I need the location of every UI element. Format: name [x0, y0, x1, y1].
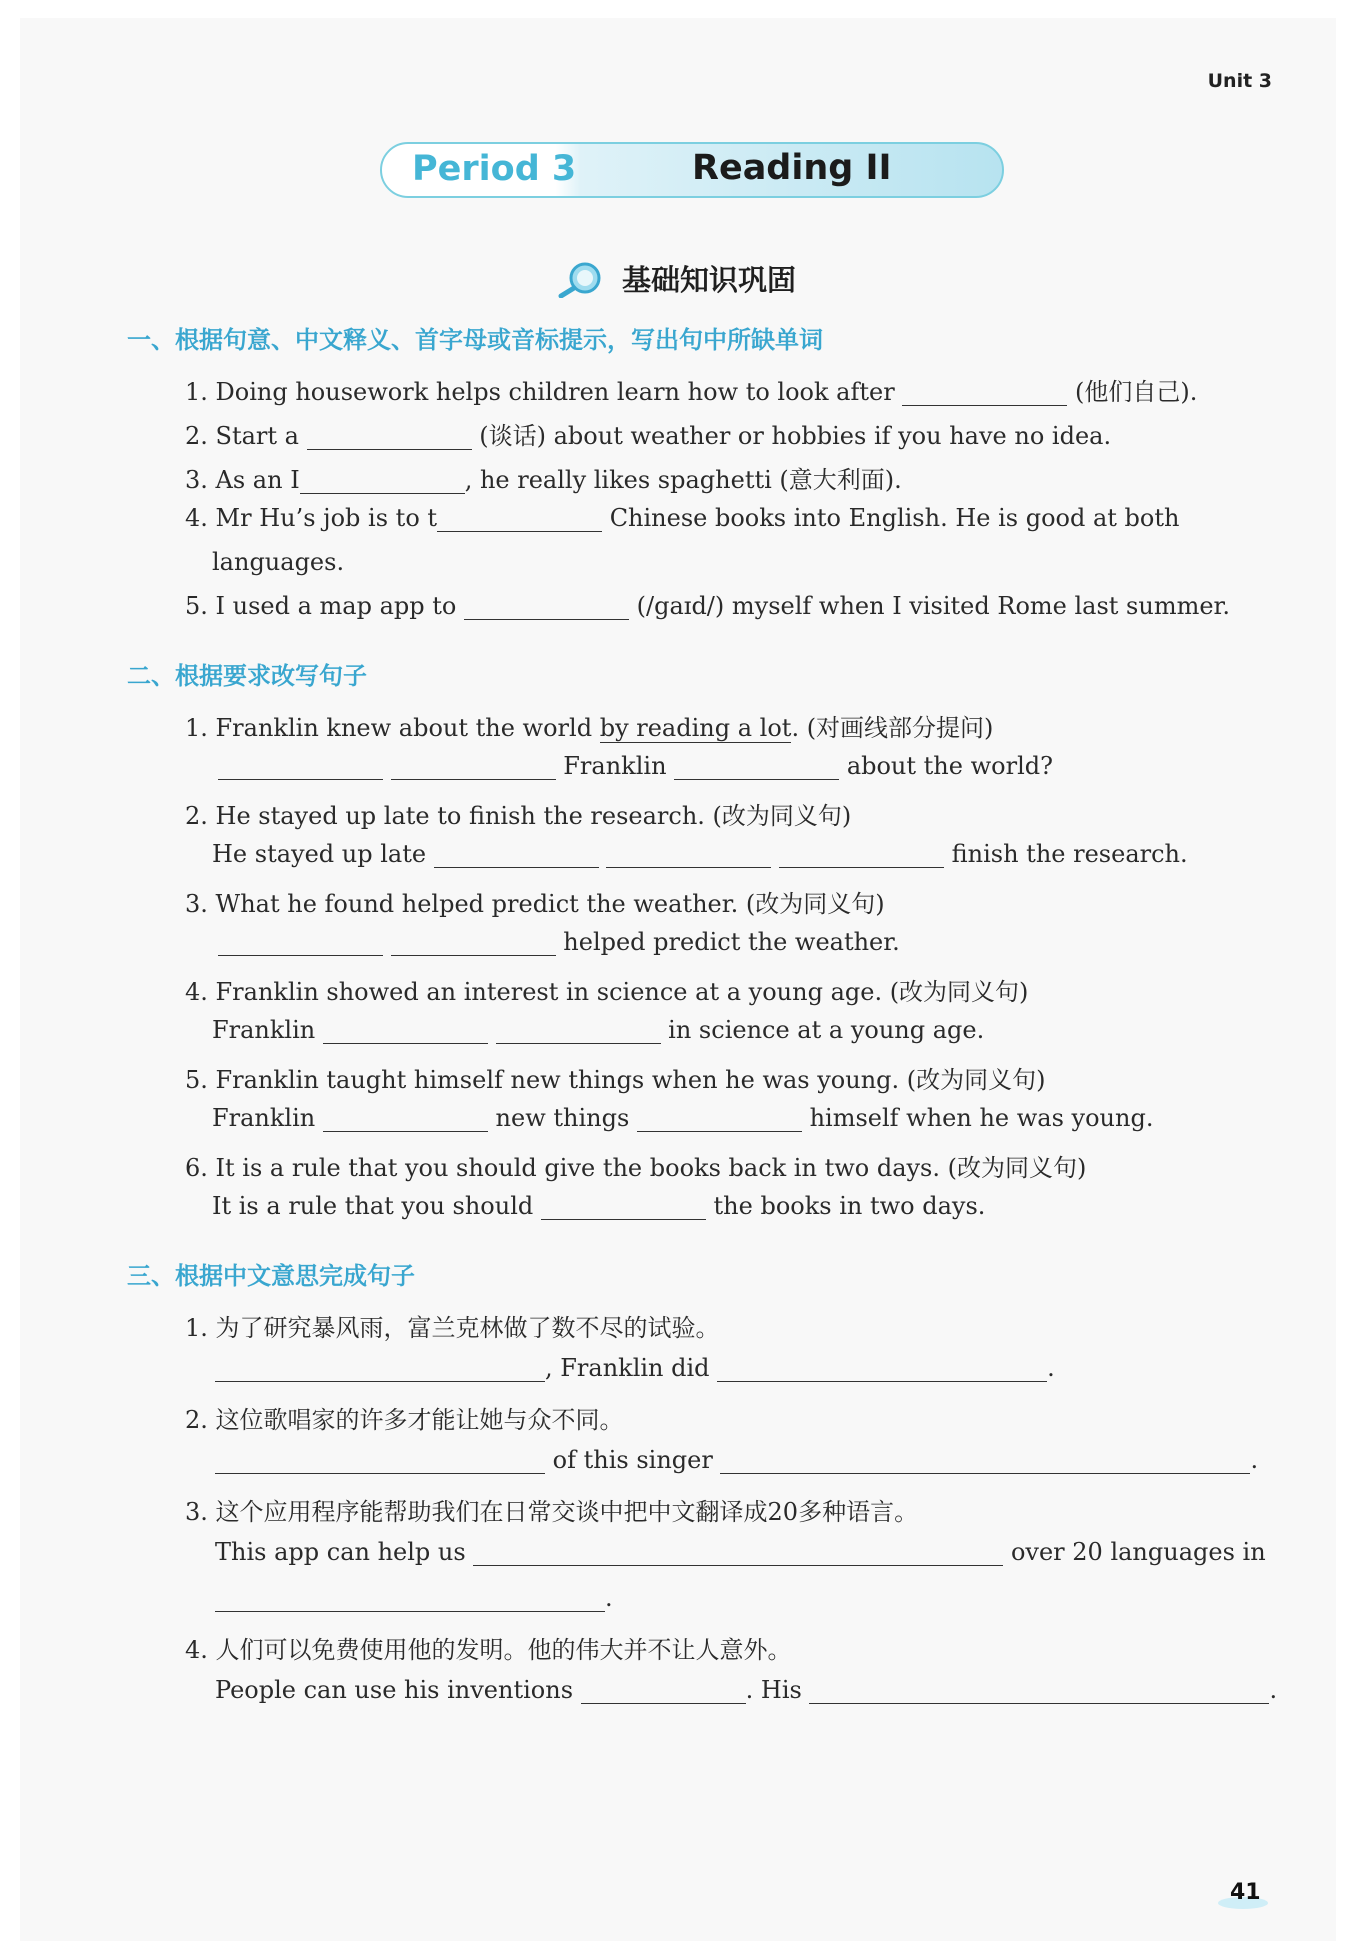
p2-q5-answer: Franklin new things himself when he was young.	[212, 1104, 1154, 1132]
answer-blank[interactable]	[674, 753, 839, 780]
answer-blank[interactable]	[434, 841, 599, 868]
period-banner	[380, 142, 1004, 198]
p3-q3: 3. 这个应用程序能帮助我们在日常交谈中把中文翻译成20多种语言。	[185, 1498, 919, 1526]
section-title: 基础知识巩固	[622, 263, 797, 297]
answer-blank[interactable]	[215, 1447, 545, 1474]
answer-blank[interactable]	[391, 929, 556, 956]
p3-q1: 1. 为了研究暴风雨，富兰克林做了数不尽的试验。	[185, 1314, 720, 1342]
answer-blank[interactable]	[323, 1017, 488, 1044]
p2-q1: 1. Franklin knew about the world by reading a lot. (对画线部分提问)	[185, 714, 994, 742]
answer-blank[interactable]	[391, 753, 556, 780]
unit-label: Unit 3	[1207, 70, 1272, 92]
answer-blank[interactable]	[581, 1677, 746, 1704]
magnifier-icon	[555, 258, 605, 298]
lesson-title: Reading II	[692, 148, 892, 188]
p2-q5: 5. Franklin taught himself new things when he was young. (改为同义句)	[185, 1066, 1046, 1094]
p1-q4-cont: languages.	[212, 548, 345, 576]
p3-q3-cont: .	[215, 1584, 613, 1612]
answer-blank[interactable]	[473, 1539, 1003, 1566]
answer-blank[interactable]	[717, 1355, 1047, 1382]
answer-blank[interactable]	[218, 753, 383, 780]
answer-blank[interactable]	[464, 593, 629, 620]
p3-q4-answer: People can use his inventions . His .	[215, 1676, 1278, 1704]
p1-q5: 5. I used a map app to (/gaɪd/) myself when I visited Rome last summer.	[185, 592, 1231, 620]
underlined-phrase: by reading a lot	[599, 714, 792, 742]
answer-blank[interactable]	[902, 379, 1067, 406]
answer-blank[interactable]	[437, 505, 602, 532]
p2-q2: 2. He stayed up late to finish the research. (改为同义句)	[185, 802, 852, 830]
answer-blank[interactable]	[307, 423, 472, 450]
p1-q4: 4. Mr Hu’s job is to t Chinese books into English. He is good at both	[185, 504, 1180, 532]
page-number: 41	[1230, 1880, 1261, 1905]
p2-q4: 4. Franklin showed an interest in science at a young age. (改为同义句)	[185, 978, 1029, 1006]
part1-heading: 一、根据句意、中文释义、首字母或音标提示，写出句中所缺单词	[127, 326, 823, 354]
p1-q3: 3. As an I , he really likes spaghetti (意大利面).	[185, 466, 902, 494]
answer-blank[interactable]	[606, 841, 771, 868]
answer-blank[interactable]	[215, 1355, 545, 1382]
answer-blank[interactable]	[720, 1447, 1250, 1474]
answer-blank[interactable]	[779, 841, 944, 868]
answer-blank[interactable]	[218, 929, 383, 956]
period-label: Period 3	[412, 149, 577, 189]
answer-blank[interactable]	[323, 1105, 488, 1132]
answer-blank[interactable]	[215, 1585, 605, 1612]
answer-blank[interactable]	[496, 1017, 661, 1044]
answer-blank[interactable]	[300, 467, 465, 494]
answer-blank[interactable]	[541, 1193, 706, 1220]
p2-q3: 3. What he found helped predict the weather. (改为同义句)	[185, 890, 885, 918]
p2-q3-answer: helped predict the weather.	[218, 928, 900, 956]
p3-q1-answer: , Franklin did .	[215, 1354, 1055, 1382]
p1-q1: 1. Doing housework helps children learn how to look after (他们自己).	[185, 378, 1198, 406]
p1-q2: 2. Start a (谈话) about weather or hobbies if you have no idea.	[185, 422, 1112, 450]
p3-q4: 4. 人们可以免费使用他的发明。他的伟大并不让人意外。	[185, 1636, 792, 1664]
p2-q4-answer: Franklin in science at a young age.	[212, 1016, 985, 1044]
part3-heading: 三、根据中文意思完成句子	[127, 1262, 415, 1290]
p2-q1-answer: Franklin about the world?	[218, 752, 1053, 780]
p2-q6: 6. It is a rule that you should give the books back in two days. (改为同义句)	[185, 1154, 1087, 1182]
p2-q2-answer: He stayed up late finish the research.	[212, 840, 1188, 868]
p3-q3-answer: This app can help us over 20 languages in	[215, 1538, 1266, 1566]
answer-blank[interactable]	[809, 1677, 1269, 1704]
part2-heading: 二、根据要求改写句子	[127, 662, 367, 690]
p2-q6-answer: It is a rule that you should the books in two days.	[212, 1192, 986, 1220]
p3-q2: 2. 这位歌唱家的许多才能让她与众不同。	[185, 1406, 624, 1434]
answer-blank[interactable]	[637, 1105, 802, 1132]
p3-q2-answer: of this singer .	[215, 1446, 1258, 1474]
